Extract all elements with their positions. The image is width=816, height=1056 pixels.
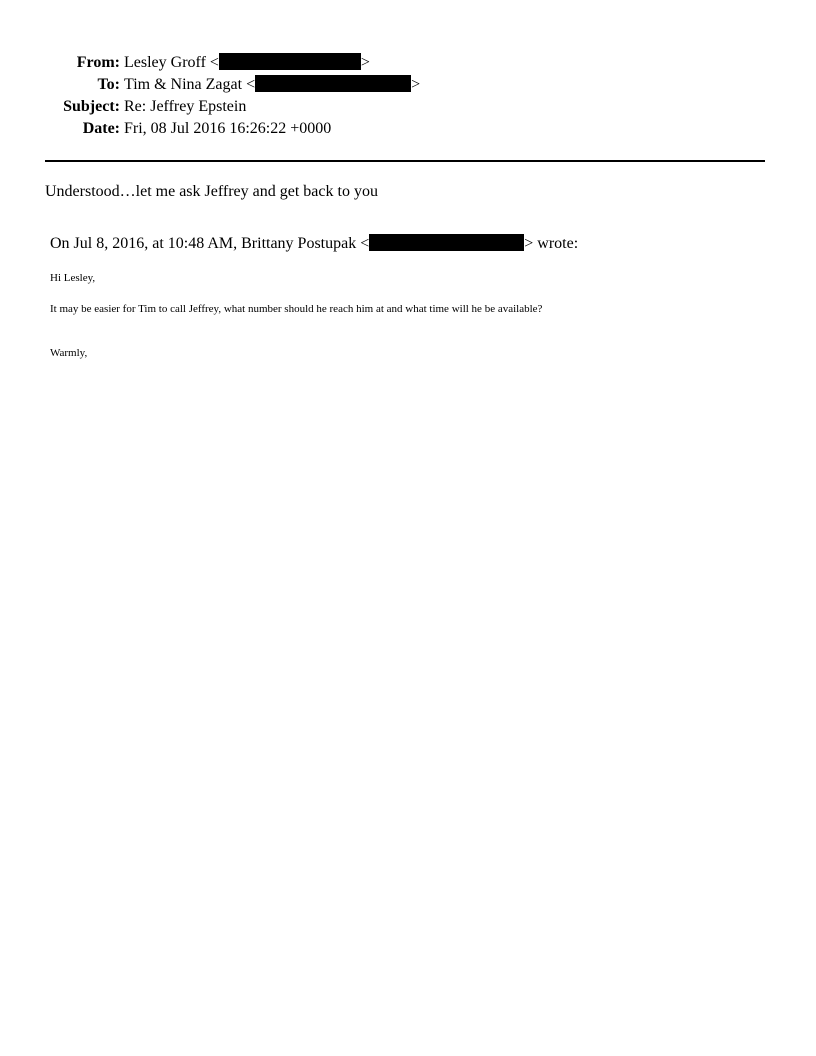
to-value [124,74,420,96]
date-label: Date: [82,120,120,137]
from-label: From: [76,54,120,71]
from-close: > [360,54,370,71]
quoted-intro-suffix: > wrote: [524,235,579,252]
header-divider [45,160,765,162]
quoted-intro-prefix: On Jul 8, 2016, at 10:48 AM, Brittany Postupak < [50,235,370,252]
from-value [124,52,370,74]
redaction-box [219,53,361,70]
quoted-greeting: Hi Lesley, [50,272,96,284]
subject-value: Re: Jeffrey Epstein [124,98,247,115]
redaction-box [369,234,524,251]
subject-label: Subject: [63,98,120,115]
to-close: > [411,76,421,93]
quoted-body: It may be easier for Tim to call Jeffrey, what number should he reach him at and what time will he be available? [50,303,543,315]
from-row [0,52,816,74]
reply-text: Understood…let me ask Jeffrey and get back to you [45,183,378,200]
subject-row [0,96,816,118]
date-value: Fri, 08 Jul 2016 16:26:22 +0000 [124,120,332,137]
to-name: Tim & Nina Zagat < [124,76,256,93]
to-label: To: [97,76,120,93]
quoted-intro [50,234,578,254]
to-row [0,74,816,96]
email-header [0,52,816,140]
from-name: Lesley Groff < [124,54,219,71]
redaction-box [255,75,411,92]
date-row [0,118,816,140]
quoted-signoff: Warmly, [50,347,88,359]
